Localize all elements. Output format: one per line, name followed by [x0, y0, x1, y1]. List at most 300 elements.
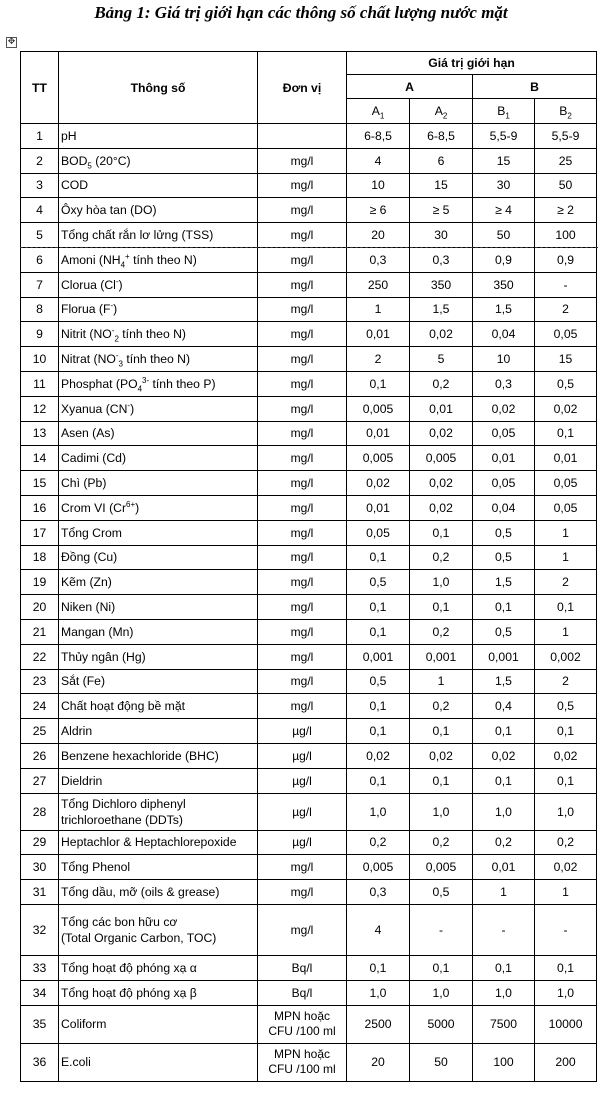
- limit-b1: 0,04: [473, 322, 535, 347]
- table-row: [21, 124, 597, 149]
- unit: mg/l: [258, 446, 347, 471]
- table-row: [21, 495, 597, 520]
- row-number: 26: [21, 743, 59, 768]
- header-tt: TT: [21, 52, 59, 124]
- header-b1: $B_1$: [473, 99, 535, 124]
- limit-a2: -: [410, 904, 473, 955]
- limit-b2: 0,5: [535, 371, 597, 396]
- limit-a1: 1,0: [347, 793, 410, 830]
- table-row: [21, 272, 597, 297]
- unit: µg/l: [258, 830, 347, 855]
- limit-b1: 0,9: [473, 247, 535, 272]
- limit-a2: 5: [410, 347, 473, 372]
- limit-b2: 0,5: [535, 694, 597, 719]
- water-quality-table: [20, 51, 597, 1082]
- parameter-name: Phosphat ($PO_4^{3-}$ tính theo P): [59, 371, 258, 396]
- unit: mg/l: [258, 644, 347, 669]
- limit-b1: 0,04: [473, 495, 535, 520]
- limit-b1: 0,2: [473, 830, 535, 855]
- table-row: [21, 793, 597, 830]
- limit-b2: 50: [535, 173, 597, 198]
- row-number: 32: [21, 904, 59, 955]
- parameter-name: Mangan (Mn): [59, 619, 258, 644]
- limit-b1: 0,1: [473, 955, 535, 980]
- limit-b2: 2: [535, 669, 597, 694]
- limit-a1: 6-8,5: [347, 124, 410, 149]
- limit-a1: 0,1: [347, 545, 410, 570]
- table-row: [21, 855, 597, 880]
- table-row: [21, 743, 597, 768]
- parameter-name: Kẽm (Zn): [59, 570, 258, 595]
- limit-b2: 2: [535, 570, 597, 595]
- header-a1: $A_1$: [347, 99, 410, 124]
- row-number: 24: [21, 694, 59, 719]
- parameter-name: Đồng (Cu): [59, 545, 258, 570]
- unit: mg/l: [258, 247, 347, 272]
- limit-a2: 1,0: [410, 980, 473, 1005]
- limit-a2: 0,5: [410, 880, 473, 905]
- limit-b2: 1,0: [535, 980, 597, 1005]
- limit-a2: 0,1: [410, 719, 473, 744]
- limit-b1: 1: [473, 880, 535, 905]
- limit-a2: 0,01: [410, 396, 473, 421]
- parameter-name: Tổng Phenol: [59, 855, 258, 880]
- table-row: [21, 545, 597, 570]
- table-row: [21, 173, 597, 198]
- table-row: [21, 347, 597, 372]
- parameter-name: Xyanua (CN-): [59, 396, 258, 421]
- unit: mg/l: [258, 347, 347, 372]
- limit-a1: 4: [347, 904, 410, 955]
- unit: mg/l: [258, 904, 347, 955]
- table-row: [21, 904, 597, 955]
- limit-b1: 0,5: [473, 619, 535, 644]
- limit-a1: 0,01: [347, 421, 410, 446]
- row-number: 7: [21, 272, 59, 297]
- parameter-name: Tổng chất rắn lơ lửng (TSS): [59, 223, 258, 248]
- limit-a2: 0,02: [410, 743, 473, 768]
- row-number: 23: [21, 669, 59, 694]
- limit-a2: 0,3: [410, 247, 473, 272]
- table-row: [21, 148, 597, 173]
- row-number: 4: [21, 198, 59, 223]
- parameter-name: Cadimi (Cd): [59, 446, 258, 471]
- limit-b1: 0,3: [473, 371, 535, 396]
- limit-b1: 1,0: [473, 980, 535, 1005]
- limit-a2: 0,1: [410, 768, 473, 793]
- limit-a1: 0,1: [347, 694, 410, 719]
- limit-a1: 2500: [347, 1005, 410, 1043]
- limit-a2: 0,2: [410, 371, 473, 396]
- limit-b1: 1,0: [473, 793, 535, 830]
- limit-b2: 0,05: [535, 471, 597, 496]
- parameter-name: Niken (Ni): [59, 595, 258, 620]
- limit-a2: 1,5: [410, 297, 473, 322]
- row-number: 27: [21, 768, 59, 793]
- limit-b2: 0,9: [535, 247, 597, 272]
- limit-a1: 0,005: [347, 855, 410, 880]
- table-row: [21, 880, 597, 905]
- limit-b2: 15: [535, 347, 597, 372]
- limit-b2: 200: [535, 1043, 597, 1081]
- unit: MPN hoặc CFU /100 ml: [258, 1043, 347, 1081]
- limit-a1: 4: [347, 148, 410, 173]
- unit: µg/l: [258, 719, 347, 744]
- unit: µg/l: [258, 768, 347, 793]
- limit-b2: ≥ 2: [535, 198, 597, 223]
- limit-b2: 0,1: [535, 955, 597, 980]
- limit-b1: 0,5: [473, 545, 535, 570]
- limit-a1: 0,1: [347, 768, 410, 793]
- limit-b1: 0,5: [473, 520, 535, 545]
- limit-b1: 0,1: [473, 719, 535, 744]
- limit-a1: 20: [347, 223, 410, 248]
- limit-b2: 0,1: [535, 595, 597, 620]
- limit-a2: 0,005: [410, 855, 473, 880]
- row-number: 34: [21, 980, 59, 1005]
- limit-a2: 1: [410, 669, 473, 694]
- row-number: 14: [21, 446, 59, 471]
- table-row: [21, 421, 597, 446]
- limit-a2: 6: [410, 148, 473, 173]
- unit: mg/l: [258, 694, 347, 719]
- unit: µg/l: [258, 793, 347, 830]
- unit: Bq/l: [258, 980, 347, 1005]
- limit-a2: 0,2: [410, 694, 473, 719]
- row-number: 21: [21, 619, 59, 644]
- limit-b2: 25: [535, 148, 597, 173]
- limit-a1: 0,3: [347, 880, 410, 905]
- limit-a1: 1,0: [347, 980, 410, 1005]
- limit-a2: 1,0: [410, 570, 473, 595]
- limit-a1: 0,5: [347, 570, 410, 595]
- limit-a2: 0,02: [410, 322, 473, 347]
- limit-a1: ≥ 6: [347, 198, 410, 223]
- limit-a1: 0,5: [347, 669, 410, 694]
- unit: mg/l: [258, 855, 347, 880]
- table-row: [21, 446, 597, 471]
- table-row: [21, 396, 597, 421]
- limit-b1: 0,1: [473, 595, 535, 620]
- limit-b2: 1: [535, 619, 597, 644]
- parameter-name: Tổng hoạt độ phóng xạ α: [59, 955, 258, 980]
- row-number: 2: [21, 148, 59, 173]
- unit: mg/l: [258, 173, 347, 198]
- row-number: 9: [21, 322, 59, 347]
- limit-a2: 0,02: [410, 421, 473, 446]
- row-number: 5: [21, 223, 59, 248]
- header-b2: $B_2$: [535, 99, 597, 124]
- unit: Bq/l: [258, 955, 347, 980]
- limit-a1: 0,1: [347, 371, 410, 396]
- limit-a2: 0,1: [410, 955, 473, 980]
- limit-b1: 100: [473, 1043, 535, 1081]
- table-row: [21, 471, 597, 496]
- parameter-name: Coliform: [59, 1005, 258, 1043]
- parameter-name: Tổng Dichloro diphenyl trichloroethane (DDTs): [59, 793, 258, 830]
- table-row: [21, 669, 597, 694]
- header-unit: Đơn vị: [258, 52, 347, 124]
- section-divider: [20, 247, 598, 248]
- limit-a2: 0,02: [410, 471, 473, 496]
- limit-b1: 50: [473, 223, 535, 248]
- table-row: [21, 980, 597, 1005]
- row-number: 28: [21, 793, 59, 830]
- unit: mg/l: [258, 595, 347, 620]
- limit-b1: 1,5: [473, 570, 535, 595]
- parameter-name: Ôxy hòa tan (DO): [59, 198, 258, 223]
- limit-a2: 0,005: [410, 446, 473, 471]
- parameter-name: Tổng các bon hữu cơ (Total Organic Carbon, TOC): [59, 904, 258, 955]
- row-number: 33: [21, 955, 59, 980]
- table-row: [21, 198, 597, 223]
- parameter-name: Benzene hexachloride (BHC): [59, 743, 258, 768]
- limit-a1: 0,1: [347, 955, 410, 980]
- limit-a2: 5000: [410, 1005, 473, 1043]
- parameter-name: Chì (Pb): [59, 471, 258, 496]
- parameter-name: Amoni ($NH_4^+$ tính theo N): [59, 247, 258, 272]
- parameter-name: Dieldrin: [59, 768, 258, 793]
- parameter-name: $BOD_5$ (20°C): [59, 148, 258, 173]
- limit-b1: 15: [473, 148, 535, 173]
- limit-b2: 0,02: [535, 743, 597, 768]
- row-number: 13: [21, 421, 59, 446]
- limit-b1: 0,1: [473, 768, 535, 793]
- parameter-name: Aldrin: [59, 719, 258, 744]
- limit-b2: 1: [535, 880, 597, 905]
- table-row: [21, 830, 597, 855]
- limit-a2: 30: [410, 223, 473, 248]
- limit-b1: 0,02: [473, 396, 535, 421]
- unit: mg/l: [258, 322, 347, 347]
- row-number: 22: [21, 644, 59, 669]
- parameter-name: Tổng hoạt độ phóng xạ β: [59, 980, 258, 1005]
- parameter-name: Tổng dầu, mỡ (oils & grease): [59, 880, 258, 905]
- limit-a1: 0,01: [347, 495, 410, 520]
- limit-a2: 15: [410, 173, 473, 198]
- limit-a2: 0,1: [410, 595, 473, 620]
- table-row: [21, 322, 597, 347]
- limit-a1: 2: [347, 347, 410, 372]
- limit-a1: 0,1: [347, 719, 410, 744]
- limit-b2: 10000: [535, 1005, 597, 1043]
- header-param: Thông số: [59, 52, 258, 124]
- limit-a1: 0,001: [347, 644, 410, 669]
- table-row: [21, 768, 597, 793]
- header-limit: Giá trị giới hạn: [347, 52, 597, 75]
- limit-b2: 0,05: [535, 322, 597, 347]
- limit-a1: 0,1: [347, 619, 410, 644]
- row-number: 30: [21, 855, 59, 880]
- limit-b1: 0,05: [473, 471, 535, 496]
- limit-a2: 350: [410, 272, 473, 297]
- row-number: 25: [21, 719, 59, 744]
- unit: mg/l: [258, 371, 347, 396]
- table-row: [21, 595, 597, 620]
- limit-b2: 0,1: [535, 719, 597, 744]
- row-number: 6: [21, 247, 59, 272]
- table-row: [21, 223, 597, 248]
- row-number: 12: [21, 396, 59, 421]
- limit-a2: 50: [410, 1043, 473, 1081]
- row-number: 18: [21, 545, 59, 570]
- parameter-name: Crom VI $(Cr^{6+})$: [59, 495, 258, 520]
- limit-b2: -: [535, 272, 597, 297]
- parameter-name: Tổng Crom: [59, 520, 258, 545]
- limit-a2: 0,1: [410, 520, 473, 545]
- parameter-name: Chất hoạt động bề mặt: [59, 694, 258, 719]
- row-number: 1: [21, 124, 59, 149]
- parameter-name: Thủy ngân (Hg): [59, 644, 258, 669]
- limit-b2: 5,5-9: [535, 124, 597, 149]
- limit-a1: 0,2: [347, 830, 410, 855]
- limit-b1: 7500: [473, 1005, 535, 1043]
- limit-a1: 0,01: [347, 322, 410, 347]
- unit: [258, 124, 347, 149]
- parameter-name: Nitrat ($NO^-_3$ tính theo N): [59, 347, 258, 372]
- limit-b1: 1,5: [473, 669, 535, 694]
- row-number: 3: [21, 173, 59, 198]
- limit-b2: 1,0: [535, 793, 597, 830]
- row-number: 17: [21, 520, 59, 545]
- parameter-name: pH: [59, 124, 258, 149]
- unit: MPN hoặc CFU /100 ml: [258, 1005, 347, 1043]
- limit-b2: 0,1: [535, 421, 597, 446]
- limit-a1: 1: [347, 297, 410, 322]
- limit-a2: 0,2: [410, 830, 473, 855]
- row-number: 11: [21, 371, 59, 396]
- parameter-name: Heptachlor & Heptachlorepoxide: [59, 830, 258, 855]
- row-number: 8: [21, 297, 59, 322]
- limit-a1: 0,02: [347, 471, 410, 496]
- limit-b2: 0,05: [535, 495, 597, 520]
- limit-b1: 0,001: [473, 644, 535, 669]
- unit: mg/l: [258, 396, 347, 421]
- table-row: [21, 955, 597, 980]
- limit-b2: 0,2: [535, 830, 597, 855]
- header-group-a: A: [347, 75, 473, 99]
- row-number: 19: [21, 570, 59, 595]
- limit-a1: 0,3: [347, 247, 410, 272]
- table-move-handle-icon[interactable]: ✥: [7, 37, 16, 47]
- limit-a1: 10: [347, 173, 410, 198]
- row-number: 31: [21, 880, 59, 905]
- limit-a2: 0,2: [410, 619, 473, 644]
- unit: mg/l: [258, 272, 347, 297]
- limit-a2: 0,001: [410, 644, 473, 669]
- unit: mg/l: [258, 669, 347, 694]
- limit-b1: 30: [473, 173, 535, 198]
- limit-a1: 0,005: [347, 446, 410, 471]
- limit-b1: 0,01: [473, 446, 535, 471]
- unit: mg/l: [258, 880, 347, 905]
- limit-a1: 0,005: [347, 396, 410, 421]
- unit: mg/l: [258, 297, 347, 322]
- limit-b1: 0,01: [473, 855, 535, 880]
- unit: mg/l: [258, 619, 347, 644]
- parameter-name: Clorua (Cl-): [59, 272, 258, 297]
- table-row: [21, 371, 597, 396]
- limit-a2: 1,0: [410, 793, 473, 830]
- limit-b2: 0,1: [535, 768, 597, 793]
- limit-b2: 0,02: [535, 396, 597, 421]
- limit-b2: 0,01: [535, 446, 597, 471]
- parameter-name: COD: [59, 173, 258, 198]
- table-row: [21, 520, 597, 545]
- limit-a1: 0,02: [347, 743, 410, 768]
- unit: mg/l: [258, 545, 347, 570]
- limit-b1: 0,4: [473, 694, 535, 719]
- limit-a2: 0,2: [410, 545, 473, 570]
- row-number: 20: [21, 595, 59, 620]
- table-row: [21, 644, 597, 669]
- table-row: [21, 1043, 597, 1081]
- unit: mg/l: [258, 148, 347, 173]
- unit: mg/l: [258, 421, 347, 446]
- row-number: 36: [21, 1043, 59, 1081]
- limit-a2: 6-8,5: [410, 124, 473, 149]
- unit: mg/l: [258, 570, 347, 595]
- limit-b1: ≥ 4: [473, 198, 535, 223]
- limit-a1: 250: [347, 272, 410, 297]
- limit-a2: ≥ 5: [410, 198, 473, 223]
- row-number: 15: [21, 471, 59, 496]
- row-number: 29: [21, 830, 59, 855]
- limit-b1: 350: [473, 272, 535, 297]
- limit-b1: -: [473, 904, 535, 955]
- table-row: [21, 1005, 597, 1043]
- limit-b2: 2: [535, 297, 597, 322]
- parameter-name: Florua (F-): [59, 297, 258, 322]
- unit: mg/l: [258, 471, 347, 496]
- limit-b2: 1: [535, 545, 597, 570]
- limit-b1: 10: [473, 347, 535, 372]
- limit-b2: 0,02: [535, 855, 597, 880]
- header-a2: $A_2$: [410, 99, 473, 124]
- table-row: [21, 694, 597, 719]
- parameter-name: E.coli: [59, 1043, 258, 1081]
- table-row: [21, 719, 597, 744]
- limit-b2: 0,002: [535, 644, 597, 669]
- limit-b2: -: [535, 904, 597, 955]
- limit-a1: 0,1: [347, 595, 410, 620]
- row-number: 35: [21, 1005, 59, 1043]
- row-number: 10: [21, 347, 59, 372]
- limit-b1: 5,5-9: [473, 124, 535, 149]
- row-number: 16: [21, 495, 59, 520]
- table-row: [21, 619, 597, 644]
- unit: mg/l: [258, 223, 347, 248]
- limit-b1: 0,05: [473, 421, 535, 446]
- limit-a2: 0,02: [410, 495, 473, 520]
- unit: µg/l: [258, 743, 347, 768]
- limit-b1: 0,02: [473, 743, 535, 768]
- unit: mg/l: [258, 198, 347, 223]
- limit-b2: 1: [535, 520, 597, 545]
- parameter-name: Asen (As): [59, 421, 258, 446]
- unit: mg/l: [258, 520, 347, 545]
- parameter-name: Nitrit ($NO^-_2$ tính theo N): [59, 322, 258, 347]
- unit: mg/l: [258, 495, 347, 520]
- limit-b2: 100: [535, 223, 597, 248]
- limit-a1: 20: [347, 1043, 410, 1081]
- table-row: [21, 570, 597, 595]
- limit-a1: 0,05: [347, 520, 410, 545]
- table-title: Bảng 1: Giá trị giới hạn các thông số chất lượng nước mặt: [94, 3, 508, 22]
- parameter-name: Sắt (Fe): [59, 669, 258, 694]
- table-row: [21, 297, 597, 322]
- header-group-b: B: [473, 75, 597, 99]
